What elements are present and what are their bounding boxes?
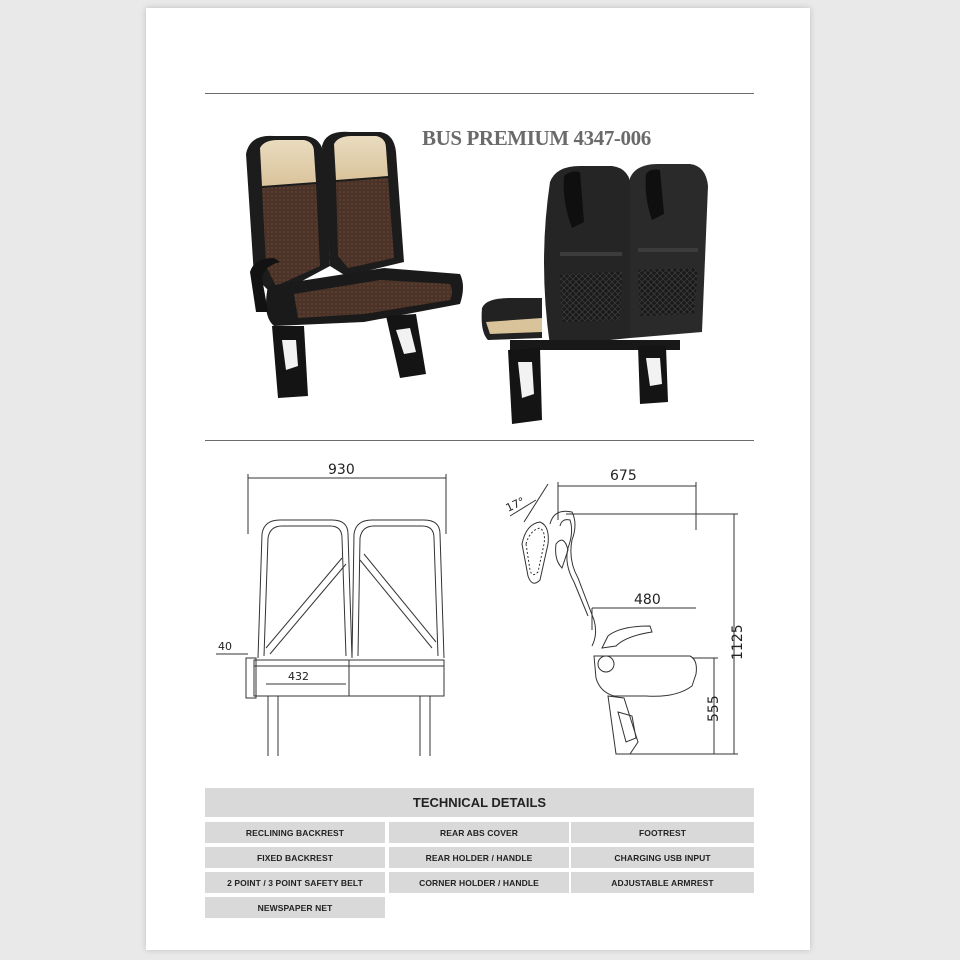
feature-adjustable-armrest: ADJUSTABLE ARMREST — [571, 872, 754, 893]
middle-divider — [205, 440, 754, 441]
spec-sheet — [146, 8, 810, 950]
dim-seat-depth: 480 — [634, 592, 661, 608]
side-view-drawing — [510, 482, 738, 754]
dim-width: 930 — [328, 462, 355, 478]
dim-height: 1125 — [730, 624, 746, 660]
seat-rear-photo — [480, 162, 720, 426]
dim-seat-width: 432 — [288, 670, 309, 683]
seat-front-photo — [234, 126, 466, 404]
feature-newspaper-net: NEWSPAPER NET — [205, 897, 385, 918]
feature-reclining-backrest: RECLINING BACKREST — [205, 822, 385, 843]
top-divider — [205, 93, 754, 94]
feature-corner-holder-handle: CORNER HOLDER / HANDLE — [389, 872, 569, 893]
technical-details-heading: TECHNICAL DETAILS — [205, 788, 754, 817]
feature-footrest: FOOTREST — [571, 822, 754, 843]
dim-depth: 675 — [610, 468, 637, 484]
feature-rear-abs-cover: REAR ABS COVER — [389, 822, 569, 843]
dimension-drawing — [206, 460, 746, 760]
dim-recline-angle: 17° — [503, 494, 527, 515]
dim-armrest: 40 — [218, 640, 232, 653]
product-title: BUS PREMIUM 4347-006 — [422, 126, 651, 150]
front-view-drawing — [216, 474, 446, 756]
technical-details-section — [205, 788, 754, 817]
feature-fixed-backrest: FIXED BACKREST — [205, 847, 385, 868]
feature-safety-belt: 2 POINT / 3 POINT SAFETY BELT — [205, 872, 385, 893]
feature-charging-usb-input: CHARGING USB INPUT — [571, 847, 754, 868]
feature-rear-holder-handle: REAR HOLDER / HANDLE — [389, 847, 569, 868]
dim-seat-height: 555 — [706, 695, 722, 722]
